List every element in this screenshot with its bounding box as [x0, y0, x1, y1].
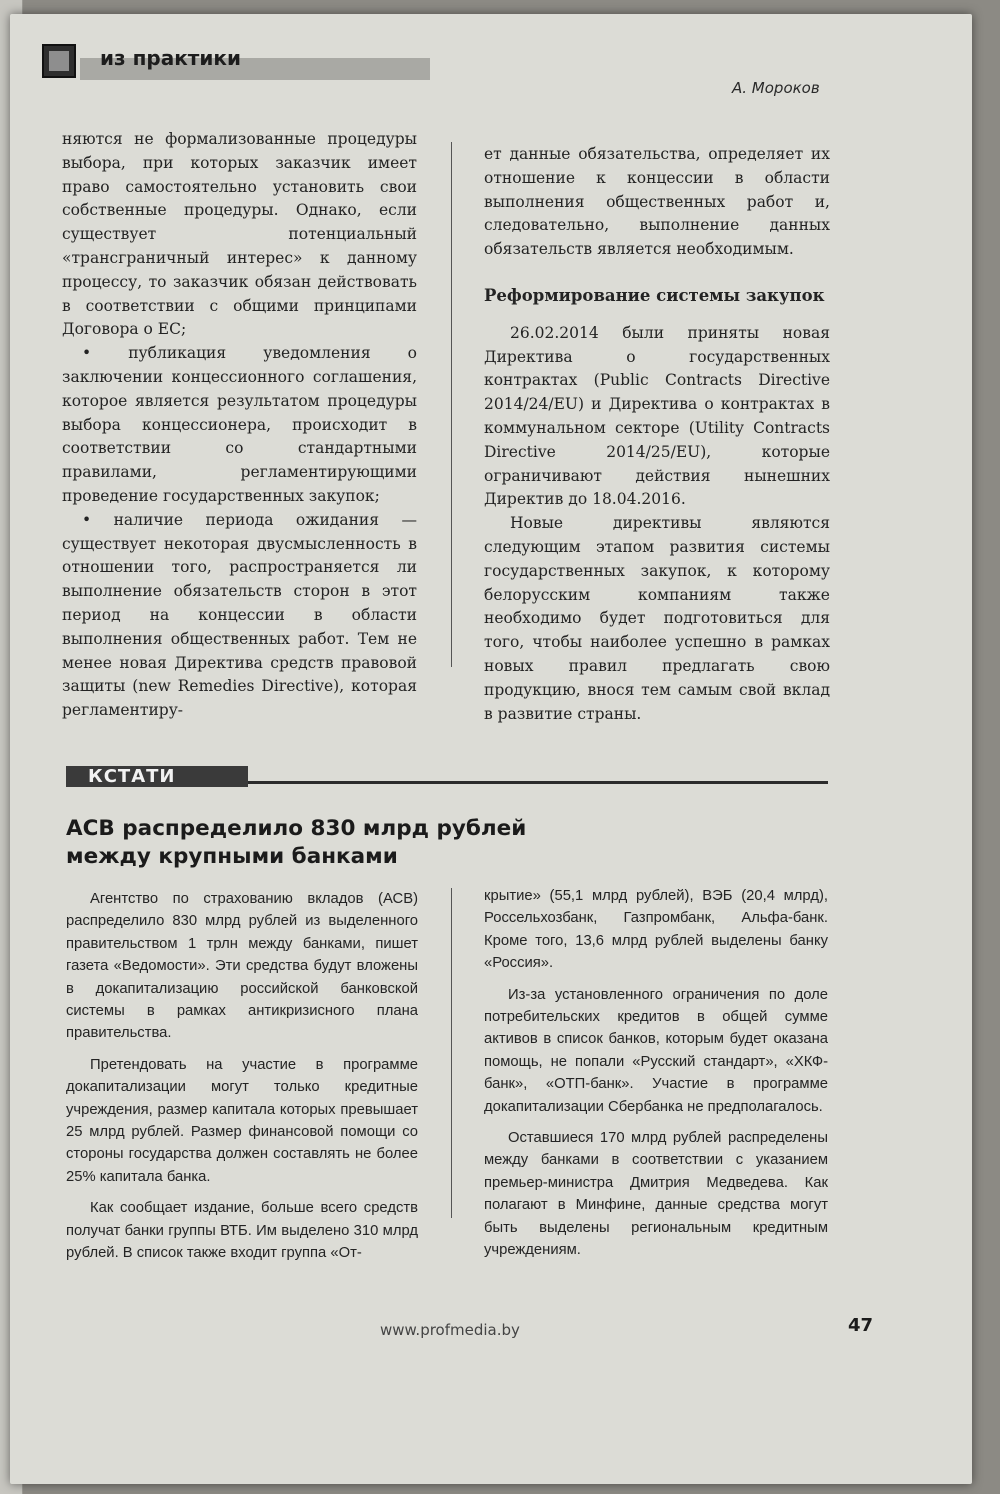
article-paragraph: Новые директивы являются следующим этапом развития системы государственных закупок, к которому белорусским компаниям также необходимо будет подготовиться для того, чтобы наиболее успешно в рамках новых правил предлагать свою продукцию, внося тем самым свой вклад в развитие страны.: [484, 514, 830, 723]
article-bullet: • наличие периода ожидания — существует некоторая двусмысленность в отношении того, распространяется ли выполнение обязательств сторон в этот период на концессии в области выполнения общественных работ. Тем не менее новая Директива средств правовой защиты (new Remedies Directive), которая регламентиру-: [62, 510, 417, 720]
reverse-side-bleed: [430, 394, 445, 446]
article-left-column: [62, 128, 417, 723]
news-headline: АСВ распределило 830 млрд рублей между крупными банками: [66, 816, 527, 869]
news-paragraph: крытие» (55,1 млрд рублей), ВЭБ (20,4 млрд), Россельхозбанк, Газпромбанк, Альфа-банк. Кроме того, 13,6 млрд рублей выделены банку «Россия».: [484, 888, 828, 972]
footer-url: www.profmedia.by: [380, 1321, 520, 1339]
news-paragraph: Как сообщает издание, больше всего средств получат банки группы ВТБ. Им выделено 310 млрд рублей. В список также входит группа «От-: [66, 1200, 418, 1262]
article-subheading: Реформирование системы закупок: [484, 285, 825, 305]
column-divider: [451, 888, 452, 1218]
column-divider: [451, 142, 452, 667]
author-name: А. Мороков: [732, 79, 820, 97]
news-paragraph: Претендовать на участие в программе докапитализации могут только кредитные учреждения, размер капитала которых превышает 25 млрд рублей. Размер финансовой помощи со стороны государства должен составлять не более 25% капитала банка.: [66, 1056, 418, 1185]
article-right-column: [484, 143, 830, 726]
news-paragraph: Агентство по страхованию вкладов (АСВ) распределило 830 млрд рублей из выделенного правительством 1 трлн между банками, пишет газета «Ведомости». Эти средства будут вложены в докапитализацию российской банковской системы в рамках антикризисного плана правительства.: [66, 891, 418, 1042]
page-number: 47: [848, 1315, 874, 1336]
news-left-column: [66, 888, 418, 1274]
article-paragraph: ет данные обязательства, определяет их отношение к концессии в области выполнения общественных работ и, следовательно, выполнение данных обязательств является необходимым.: [484, 145, 830, 259]
section-title: из практики: [100, 46, 241, 70]
news-tag: КСТАТИ: [66, 766, 248, 787]
news-right-column: [484, 885, 828, 1271]
news-paragraph: Оставшиеся 170 млрд рублей распределены между банками в соответствии с указанием премьер-министра Дмитрия Медведева. Как полагают в Минфине, данные средства могут быть выделены региональным кредитным учреждениям.: [484, 1130, 828, 1259]
news-paragraph: Из-за установленного ограничения по доле потребительских кредитов в общей сумме активов в список банков, которым будет оказана помощь, не попали «Русский стандарт», «ХКФ-банк», «ОТП-банк». Участие в программе докапитализации Сбербанка не предполагалось.: [484, 986, 828, 1115]
article-paragraph: няются не формализованные процедуры выбора, при которых заказчик имеет право самостоятельно установить свои собственные процедуры. Однако, если существует потенциальный «трансграничный интерес» к данному процессу, то заказчик обязан действовать в соответствии с общими принципами Договора о ЕС;: [62, 130, 417, 339]
section-marker-icon: [42, 44, 76, 78]
article-bullet: • публикация уведомления о заключении концессионного соглашения, которое является результатом процедуры выбора концессионера, происходит в соответствии со стандартными правилами, регламентирующими проведение государственных закупок;: [62, 344, 417, 505]
article-paragraph: 26.02.2014 были приняты новая Директива о государственных контрактах (Public Contracts Directive 2014/24/EU) и Директива о контрактах в коммунальном секторе (Utility Contracts Directive 2014/25/EU), которые ограничивают действия нынешних Директив до 18.04.2016.: [484, 323, 830, 509]
